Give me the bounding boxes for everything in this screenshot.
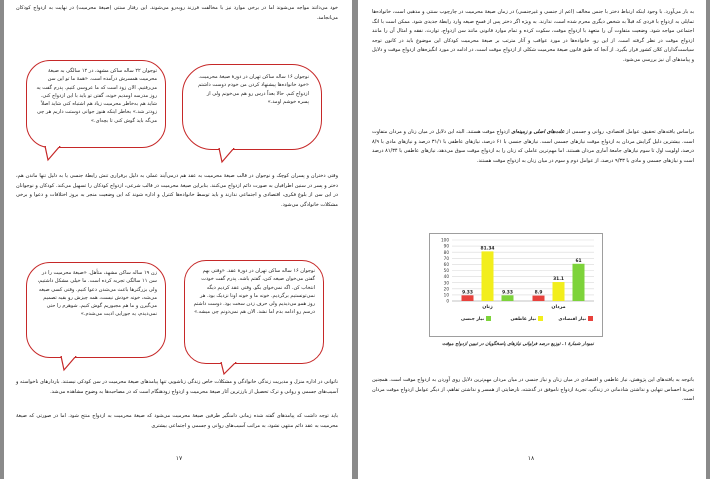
y-tick-label: 0 — [446, 298, 449, 304]
data-label: 8.9 — [534, 290, 543, 296]
conclusion-paragraph: باتوجه به یافته‌های این پژوهش، نیاز عاطفی و اقتصادی در میان زنان و نیاز جنسی در میان مردان مهم‌ترین دلایل روی آوردن به ازدواج موقت است. همچنین تجربهٔ احساس تنهایی و نداشتن شادمانی در زندگی، تجربهٔ ازدواج ناموفق در گذشته، نارضایتی از همسر و نداشتن تفاهم، از دیگر عوامل ازدواج موقت مردان است. — [372, 377, 694, 403]
bubble-tail-3 — [60, 356, 80, 372]
legend-swatch — [588, 316, 593, 321]
data-label: 9.33 — [462, 290, 473, 296]
y-tick-label: 80 — [443, 249, 449, 255]
page-18 — [358, 0, 706, 479]
chart-caption: نمودار شمارهٔ ۱. توزیع درصد فراوانی نیازهای پاسخگویان در تبیین ازدواج موقت — [442, 342, 594, 347]
legend-label: نیاز عاطفی — [510, 317, 536, 322]
legend-label: نیاز اقتصادی — [558, 317, 586, 322]
quote-bubble-1 — [26, 60, 166, 148]
bottom-paragraph: ناتوانی در اداره منزل و مدیریت زندگی خانوادگی و مشکلات خاص زندگی زناشویی تنها پیامدهای صیغهٔ محرمیت در سن کودکی نیستند. باردارهای ناخواسته و آسیب‌های جسمی و روانی و ترک تحصیل از بارزترین آثار صیغهٔ محرمیت و ازدواج زودهنگام است که در مصاحبه‌ها به وضوح مشاهده می‌شد. — [16, 379, 338, 395]
bar — [533, 296, 545, 301]
bar — [553, 282, 565, 301]
quote-text-4: نوجوان ۱۶ ساله ساکن تهران در دورهٔ عقد. «وقتی بهم گفتن می‌خوان صیغه کنن، گفتم باشه. پدرم گفت خودت انتخاب کن. اگه نمی‌خوای بگو. وقتی عقد کردیم دیگه نمی‌تونستیم برگردیم. خونه ما و خونه اونا نزدیک بود. هر روز همو می‌دیدیم ولی حرف زدن سخت بود. دوست داشتم درسم رو ادامه بدم اما نشد. الان هم نمی‌دونم چی میشه.» — [193, 268, 315, 316]
y-tick-label: 70 — [443, 255, 449, 261]
page-17 — [4, 0, 352, 479]
quote-text-2: نوجوان ۱۶ ساله ساکن تهران در دورهٔ صیغهٔ محرمیت. «خود خانواده‌ها پیشنهاد کردن من خودم دوست داشتم ازدواج کنم. حالا بعداً درس رو هم می‌خونم ولی از پسره خوشم اومد.» — [198, 74, 309, 105]
quote-bubble-3 — [26, 262, 166, 358]
needs-chart-svg — [430, 234, 602, 336]
page-number-17: ۱۷ — [175, 455, 183, 462]
category-label: مردان — [551, 305, 566, 310]
findings-prefix: براساس یافته‌های تحقیق، عوامل اقتصادی، روانی و جسمی از — [566, 129, 695, 135]
quote-text-3: زن ۱۹ ساله ساکن مشهد، متأهل. «صیغهٔ محرمیت را در سن ۱۱ سالگی تجربه کرده است. ما خیلی مشکل داشتیم، ولی بزرگترها باعث می‌شدن دعوا کنیم. وقتی کسی صیغه می‌شه، خونه خودش نیست، همه چیزش رو بقیه تصمیم می‌گیرن و ما هم مجبوریم گوش کنیم. شوهرم را حتی نمی‌دیدم، یه جورایی اذیت می‌شدم.» — [37, 270, 157, 318]
findings-paragraph — [372, 128, 694, 166]
intro-paragraph: خود می‌دانند مواجه می‌شوند اما در برخی موارد نیز با مخالفت فرزند روبه‌رو می‌شوند. این رفتار سنتی (صیغهٔ محرمیت) در نهایت به ازدواج کودکان می‌انجامد. — [16, 5, 338, 21]
needs-chart — [429, 233, 603, 337]
legend-swatch — [538, 316, 543, 321]
quote-text-1: توجوان ۲۲ ساله ساکن مشهد، در ۱۲ سالگی به صیغهٔ محرمیت همسرش درآمده است. «همهٔ ما تو این سن می‌رفتیم. الان زود است که ما عروسی کنیم. پدرم گفت یه روز مدرسه اومدیم خونه، گفتن تو باید با این ازدواج کنی. شاید هم به‌خاطر محرمیت زیاد هم اشتباه کنی شاید اصلاً زودتر شد.» بخاطر اینکه هنوز جوانی دوستت داریم هر چی می‌گه باید گوش کنی تا بچه‌ای.» — [36, 68, 157, 124]
y-tick-label: 60 — [443, 262, 449, 267]
legend-swatch — [486, 316, 491, 321]
bar — [502, 295, 514, 301]
y-tick-label: 20 — [443, 286, 449, 292]
page-number-18: ۱۸ — [527, 455, 535, 462]
bar — [482, 251, 494, 301]
middle-paragraph: وقتی دختران و پسران کوچک و نوجوان در قالب صیغهٔ محرمیت به عقد هم درمی‌آیند عملی به دلیل برقراری تنش رابطهٔ جنسی یا به دلیل تنها ماندن هم، دختر و پسر در سنین اطرافیان به صورت دائم ازدواج می‌کنند. بنابراین صیغهٔ محرمیت در قالب شرعی، ازدواج کودکان را تسهیل می‌کند. کودکان و نوجوانان در این سن از بلوغ فکری، اقتصادی و اجتماعی ندارند و باید توسط خانواده‌ها کنترل و اداره شوند که این وضعیت منجر به بروز اختلافات و دعوا و برخی مشکلات خانوادگی می‌شود. — [16, 173, 338, 208]
bubble-tail-1 — [44, 146, 64, 162]
bottom-paragraph-2: باید توجه داشت که پیامدهای گفته شده زمانی دامنگیر طرفین صیغهٔ محرمیت می‌شود که صیغهٔ محرمیت به ازدواج منتج شود. اما در صورتی که صیغهٔ محرمیت به عقد دائم منتهی نشود، به مراتب آسیب‌های روانی و جسمی و اجتماعی بیشتری — [16, 413, 338, 429]
legend-label: نیاز جنسی — [460, 317, 484, 322]
y-tick-label: 90 — [443, 243, 449, 249]
y-tick-label: 50 — [443, 268, 449, 274]
y-tick-label: 100 — [441, 237, 449, 243]
top-paragraph: به بار می‌آورد. با وجود اینکه ارتباط دختر با جنس مخالف (اعم از جنسی و غیرجنسی) در زمان صیغهٔ محرمیت در چارچوب سنتی و مذهبی است، خانواده‌ها تمایلی به ازدواج با فردی که قبلاً به شخص دیگری محرم شده است، ندارند. به ویژه اگر دختر پس از فسخ صیغه وارد رابطهٔ جدیدی شود. ممکن است با انگ اجتماعی مواجه شود. وضعیت متفاوت آن را متعهد با ازدواج موقت، سکوت کرده و تمام موارد قانونی مانند سن ازدواج، توارث، نفقه و امثال آن را مانند ازدواج موقت در نظر گرفته است. از این رو، خانواده‌ها در مورد عواقب و آثار مترتب بر صیغهٔ محرمیت کودکان این موضوع باید در کانون توجه سیاست‌گذاران کلان کشور قرار بگیرد. از آنجا که طبق قانون صیغهٔ محرمیت شکلی از ازدواج موقت است، در ادامه در مورد انگیزه‌های ازدواج موقت و دلایل و پیامدهای آن نیز بررسی می‌شود. — [372, 9, 694, 63]
y-tick-label: 30 — [443, 280, 449, 286]
bubble-tail-4 — [220, 362, 240, 376]
y-tick-label: 40 — [443, 274, 449, 280]
data-label: 31.1 — [553, 277, 564, 283]
bar — [573, 264, 585, 301]
quote-bubble-2 — [182, 64, 322, 150]
findings-highlight: علت‌های اصلی و زمینه‌ای — [511, 129, 565, 135]
bubble-tail-2 — [218, 148, 238, 164]
category-label: زنان — [482, 305, 493, 310]
y-tick-label: 10 — [443, 292, 449, 298]
data-label: 61 — [575, 258, 582, 264]
bar — [462, 295, 474, 301]
data-label: 81.34 — [480, 246, 495, 252]
quote-bubble-4 — [184, 260, 324, 364]
findings-rest: ازدواج موقت هستند. البته این دلایل در میان زنان و مردان متفاوت است. بیشترین دلیل گرایش مردان به ازدواج موقت نیازهای جسمی است. نیازهای جنسی با ۶۱ درصد، نیازهای عاطفی با ۳۱/۱ درصد و نیازهای مادی با ۸/۹ درصد، اولویت اول تا سوم نیازهای جامعهٔ آماری مردان هستند. اما مهم‌ترین عاملی که زنان را به ازدواج موقت سوق می‌دهد، نیازهای عاطفی با ۸۱/۳۴ درصد است و نیازهای جسمی و مادی با ۹/۳۳ درصد، از عوامل دوم و سوم در میان زنان به ازدواج موقت هستند. — [372, 129, 694, 164]
data-label: 9.33 — [502, 290, 513, 296]
